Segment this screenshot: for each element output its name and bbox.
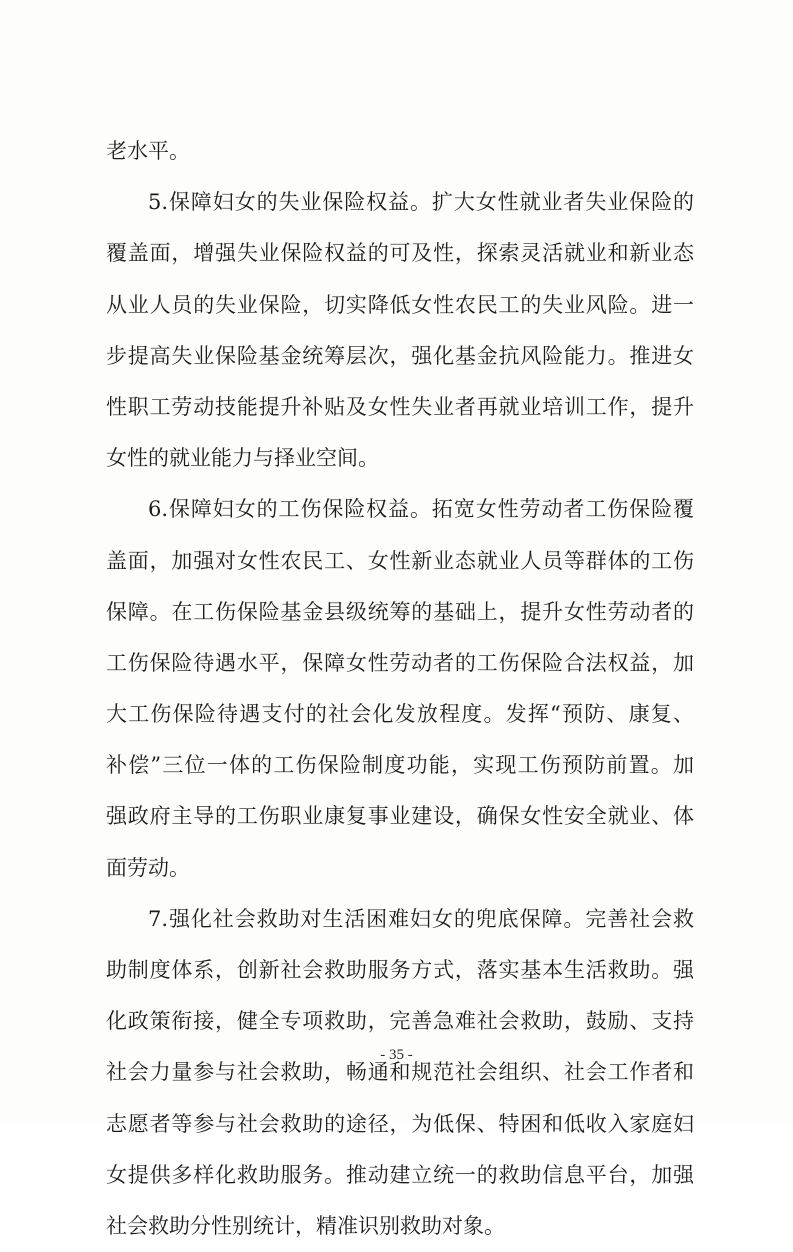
paragraph-heading-5: 5.保障妇女的失业保险权益。扩大女性就业者失业保险的 bbox=[148, 190, 694, 215]
text-line: 助制度体系，创新社会救助服务方式，落实基本生活救助。强 bbox=[106, 958, 694, 982]
text-line: 盖面，加强对女性农民工、女性新业态就业人员等群体的工伤 bbox=[106, 548, 694, 573]
text-line: 化政策衔接，健全专项救助，完善急难社会救助，鼓励、支持 bbox=[106, 1009, 694, 1034]
text-line: 老水平。 bbox=[106, 139, 190, 163]
text-line: 从业人员的失业保险，切实降低女性农民工的失业风险。进一 bbox=[106, 292, 694, 317]
text-line: 志愿者等参与社会救助的途径，为低保、特困和低收入家庭妇 bbox=[106, 1111, 694, 1136]
paragraph-heading-6: 6.保障妇女的工伤保险权益。拓宽女性劳动者工伤保险覆 bbox=[148, 497, 694, 522]
text-line: 补偿”三位一体的工伤保险制度功能，实现工伤预防前置。加 bbox=[106, 753, 694, 778]
text-line: 保障。在工伤保险基金县级统筹的基础上，提升女性劳动者的 bbox=[106, 599, 694, 624]
text-line: 覆盖面，增强失业保险权益的可及性，探索灵活就业和新业态 bbox=[106, 241, 694, 266]
text-line: 面劳动。 bbox=[106, 855, 190, 880]
text-line: 女提供多样化救助服务。推动建立统一的救助信息平台，加强 bbox=[106, 1162, 694, 1187]
text-line: 性职工劳动技能提升补贴及女性失业者再就业培训工作，提升 bbox=[106, 394, 694, 419]
page-number: - 35 - bbox=[380, 1047, 413, 1063]
paragraph-heading-7: 7.强化社会救助对生活困难妇女的兜底保障。完善社会救 bbox=[148, 906, 694, 931]
text-line: 大工伤保险待遇支付的社会化发放程度。发挥“预防、康复、 bbox=[106, 702, 694, 727]
text-line: 工伤保险待遇水平，保障女性劳动者的工伤保险合法权益，加 bbox=[106, 650, 694, 675]
text-line: 女性的就业能力与择业空间。 bbox=[106, 446, 379, 471]
text-line: 社会力量参与社会救助，畅通和规范社会组织、社会工作者和 bbox=[106, 1060, 694, 1085]
text-line: 社会救助分性别统计，精准识别救助对象。 bbox=[106, 1213, 505, 1238]
text-line: 强政府主导的工伤职业康复事业建设，确保女性安全就业、体 bbox=[106, 804, 694, 829]
body-text bbox=[106, 126, 694, 1252]
text-line: 步提高失业保险基金统筹层次，强化基金抗风险能力。推进女 bbox=[106, 343, 694, 368]
